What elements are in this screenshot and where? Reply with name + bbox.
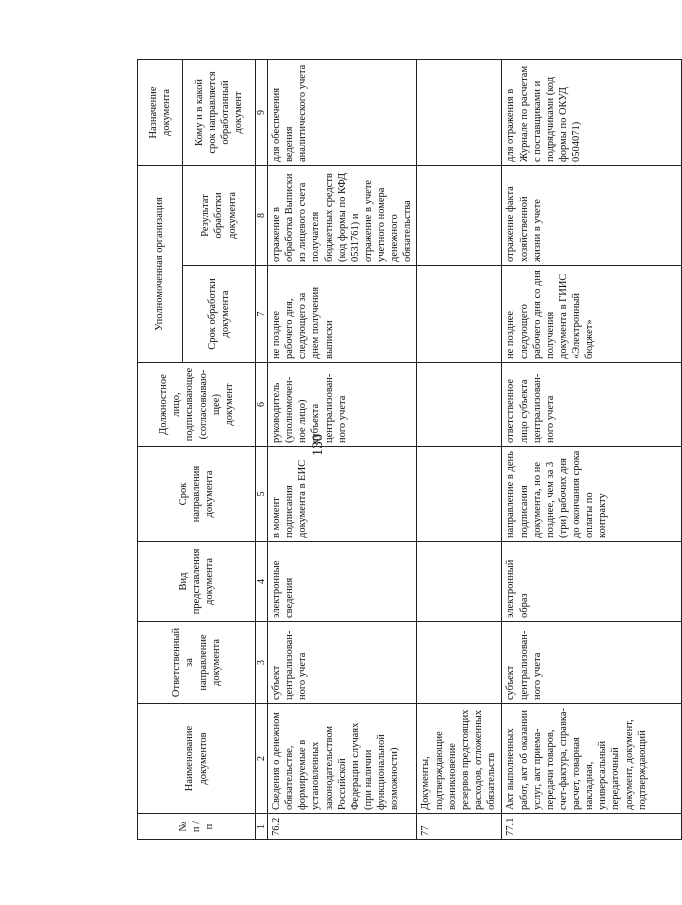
row-number: 76.2 (268, 814, 417, 840)
table-row (502, 60, 682, 840)
document-name: Сведения о денежном обязательстве, формируемые в установленных законодательством Российской Федерации случаях (при наличии функциональной возможности) (268, 704, 417, 814)
responsible: субъект централизован-ного учета (268, 622, 417, 704)
signer: руководитель (уполномочен-ное лицо) субъекта централизован-ного учета (268, 363, 417, 447)
column-number: 4 (256, 542, 268, 622)
column-number-row (256, 60, 268, 840)
presentation-form (417, 542, 502, 622)
header-row-top (138, 60, 183, 840)
column-number: 2 (256, 704, 268, 814)
header-processing-result: Результат обработки документа (183, 166, 256, 266)
row-number: 77.1 (502, 814, 682, 840)
document-flow-table (137, 59, 682, 840)
responsible: субъект централизован-ного учета (502, 622, 682, 704)
header-recipient: Кому и в какой срок направляется обработанный документ (183, 60, 256, 166)
document-table-sheet (137, 60, 662, 840)
processing-time: не позднее следующего рабочего дня со дня получения документа в ГИИС «Электронный бюджет» (502, 266, 682, 363)
presentation-form: электронный образ (502, 542, 682, 622)
responsible (417, 622, 502, 704)
recipient (417, 60, 502, 166)
processing-time (417, 266, 502, 363)
column-number: 1 (256, 814, 268, 840)
header-number: № п / п (138, 814, 256, 840)
header-authorized-organization: Уполномоченная организация (138, 166, 183, 363)
header-send-deadline: Срок направления документа (138, 447, 256, 542)
processing-result: отражение в обработка Выписки из лицевого счета получателя бюджетных средств (код формы по КФД 0531761) и отражение в учете учетного номера денежного обязательства (268, 166, 417, 266)
send-deadline: в момент подписания документа в ЕИС (268, 447, 417, 542)
header-responsible: Ответственный за направление документа (138, 622, 256, 704)
table-row (268, 60, 417, 840)
page-number: 130 (310, 433, 326, 457)
table-row (417, 60, 502, 840)
processing-result: отражение факта хозяйственной жизни в учете (502, 166, 682, 266)
send-deadline: направление в день подписания документа, но не позднее, чем за 3 (три) рабочих дня до окончания срока оплаты по контракту (502, 447, 682, 542)
column-number: 6 (256, 363, 268, 447)
header-presentation-form: Вид представления документа (138, 542, 256, 622)
column-number: 7 (256, 266, 268, 363)
presentation-form: электронные сведения (268, 542, 417, 622)
header-document-name: Наименование документов (138, 704, 256, 814)
header-document-purpose: Назначение документа (138, 60, 183, 166)
signer: ответственное лицо субъекта централизован-ного учета (502, 363, 682, 447)
send-deadline (417, 447, 502, 542)
column-number: 9 (256, 60, 268, 166)
column-number: 5 (256, 447, 268, 542)
processing-result (417, 166, 502, 266)
column-number: 8 (256, 166, 268, 266)
recipient: для обеспечения ведения аналитического учета (268, 60, 417, 166)
header-signer: Должностное лицо, подписывающее (согласовываю- щее) документ (138, 363, 256, 447)
column-number: 3 (256, 622, 268, 704)
header-processing-time: Срок обработки документа (183, 266, 256, 363)
row-number: 77 (417, 814, 502, 840)
processing-time: не позднее рабочего дня, следующего за днем получения выписки (268, 266, 417, 363)
signer (417, 363, 502, 447)
document-name: Акт выполненных работ, акт об оказании услуг, акт приема-передачи товаров, счет-фактура, справка-расчет, товарная накладная, универсальный передаточный документ, документ, подтверждающий (502, 704, 682, 814)
recipient: для отражения в Журнале по расчетам с поставщиками и подрядчиками (код формы по ОКУД 0504071) (502, 60, 682, 166)
document-name: Документы, подтверждающие возникновение резервов предстоящих расходов, отложенных обязательств (417, 704, 502, 814)
